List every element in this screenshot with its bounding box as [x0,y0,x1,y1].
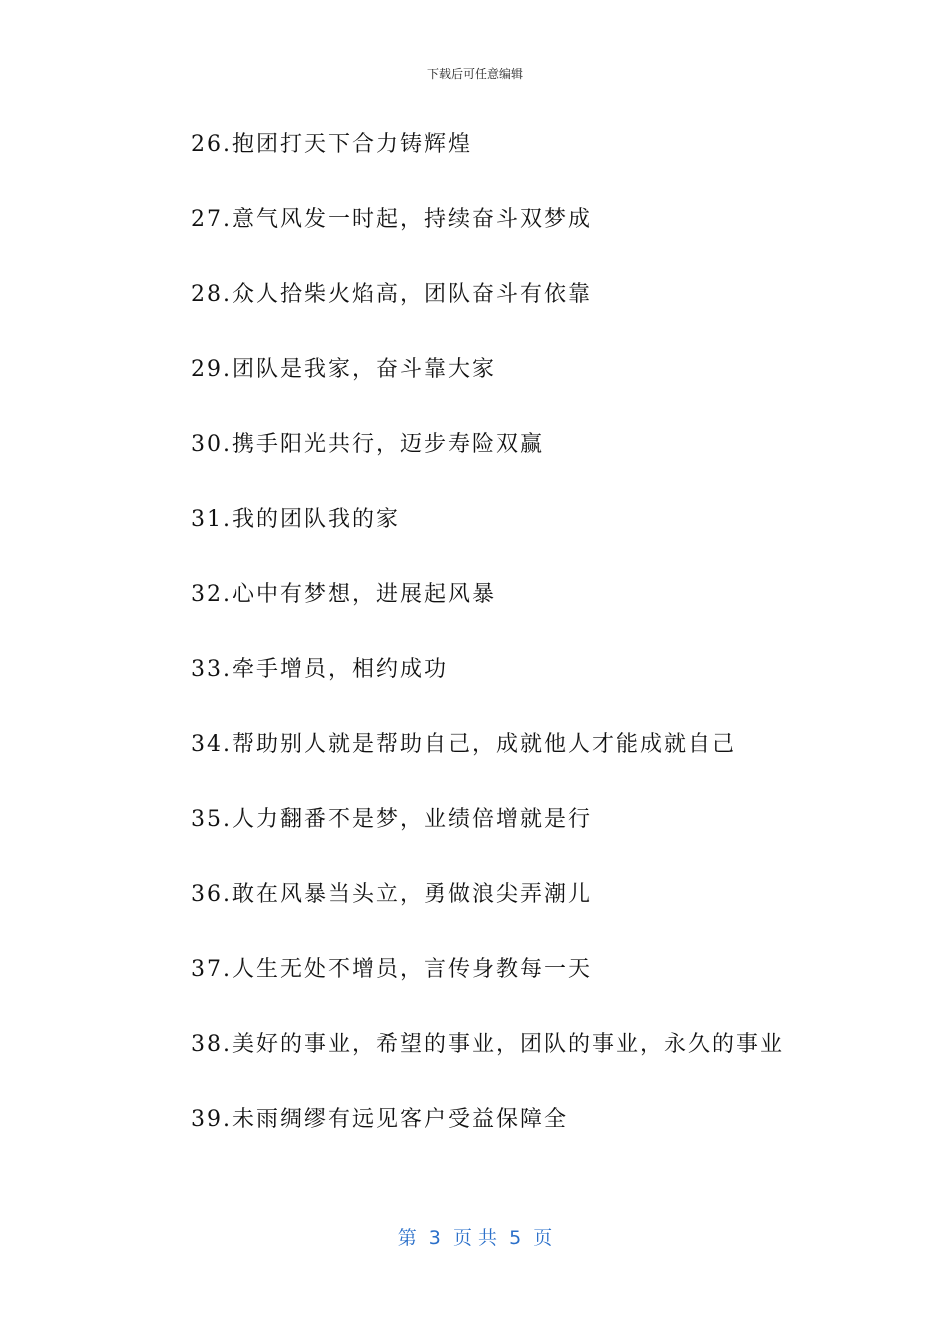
list-item: 28.众人拾柴火焰高，团队奋斗有依靠 [191,282,592,307]
slogan-list [191,128,784,1178]
list-item: 32.心中有梦想，进展起风暴 [191,582,496,607]
list-item: 27.意气风发一时起，持续奋斗双梦成 [191,207,592,232]
list-item: 26.抱团打天下合力铸辉煌 [191,132,472,157]
page-number-footer: 第 3 页 共 5 页 [397,1227,553,1249]
list-item: 34.帮助别人就是帮助自己，成就他人才能成就自己 [191,732,736,757]
list-item: 37.人生无处不增员，言传身教每一天 [191,957,592,982]
list-item: 36.敢在风暴当头立，勇做浪尖弄潮儿 [191,882,592,907]
list-item: 33.牵手增员，相约成功 [191,657,448,682]
list-item: 39.未雨绸缪有远见客户受益保障全 [191,1107,568,1132]
list-item: 29.团队是我家，奋斗靠大家 [191,357,496,382]
list-item: 31.我的团队我的家 [191,507,400,532]
list-item: 38.美好的事业，希望的事业，团队的事业，永久的事业 [191,1032,784,1057]
page-header: 下载后可任意编辑 [426,67,523,81]
list-item: 35.人力翻番不是梦，业绩倍增就是行 [191,807,592,832]
list-item: 30.携手阳光共行，迈步寿险双赢 [191,432,544,457]
